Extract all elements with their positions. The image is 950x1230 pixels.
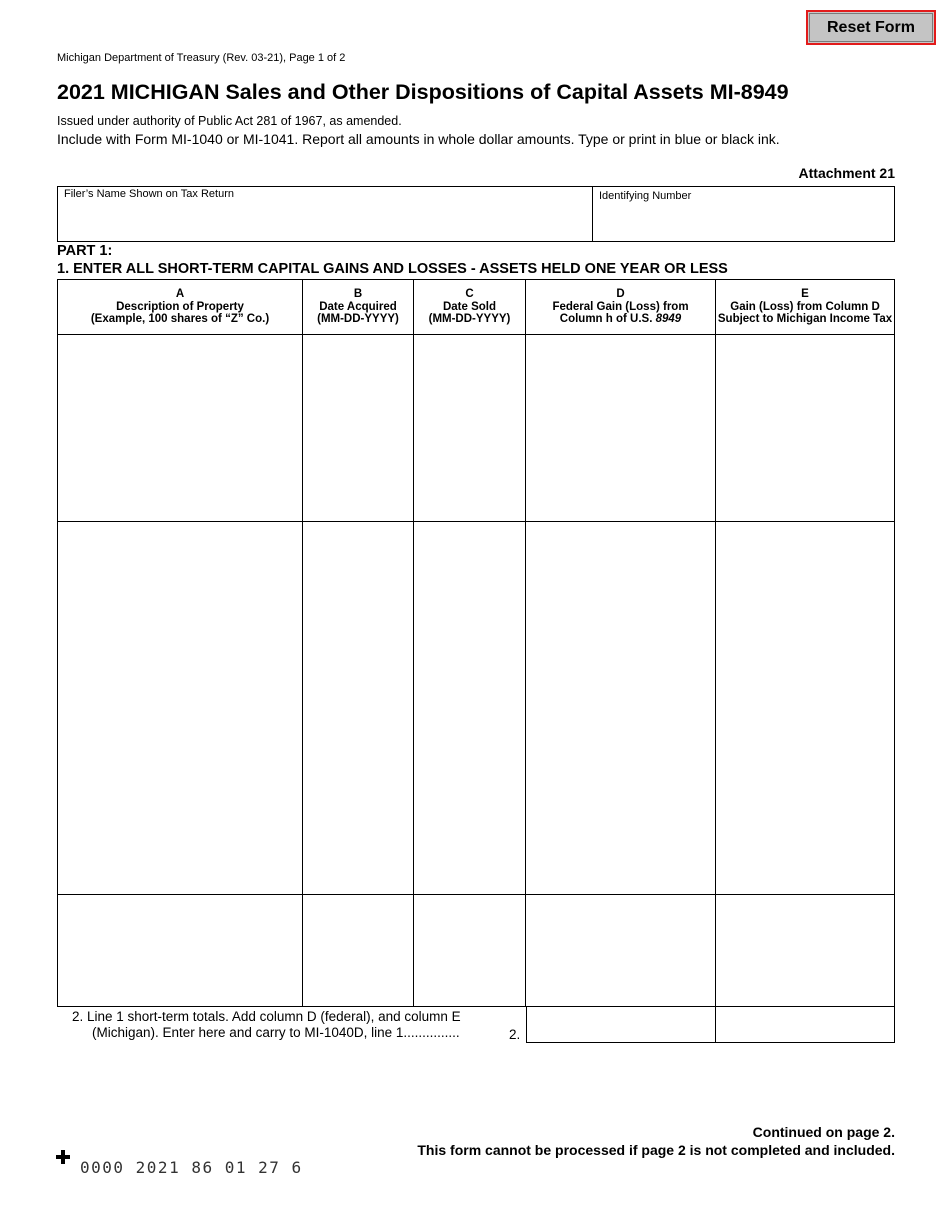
column-subtitle: (MM-DD-YYYY) — [317, 313, 399, 325]
column-subtitle-form-number: 8949 — [655, 313, 682, 325]
federal-gain-loss-field[interactable] — [526, 633, 716, 671]
column-subtitle: (MM-DD-YYYY) — [428, 313, 511, 325]
column-letter: A — [175, 288, 185, 300]
date-sold-field[interactable] — [414, 783, 526, 821]
column-letter: D — [616, 288, 625, 300]
column-header-a — [57, 279, 303, 335]
michigan-gain-loss-field[interactable] — [716, 522, 895, 560]
line-2-text: 2. Line 1 short-term totals. Add column D (federal), and column E — [72, 1009, 461, 1024]
michigan-gain-loss-field[interactable] — [716, 671, 895, 709]
date-sold-field[interactable] — [414, 633, 526, 671]
description-field[interactable] — [57, 783, 303, 821]
description-field[interactable] — [57, 820, 303, 858]
identifying-number-label: Identifying Number — [599, 190, 692, 202]
part-1-heading: PART 1: — [57, 243, 113, 259]
date-sold-field[interactable] — [414, 559, 526, 597]
federal-gain-loss-field[interactable] — [526, 857, 716, 895]
description-field[interactable] — [57, 335, 303, 373]
date-acquired-field[interactable] — [303, 745, 414, 783]
column-subtitle — [560, 313, 681, 326]
federal-gain-loss-field[interactable] — [526, 708, 716, 746]
column-subtitle: (Example, 100 shares of “Z” Co.) — [90, 313, 270, 325]
reset-form-label: Reset Form — [809, 13, 933, 42]
description-field[interactable] — [57, 671, 303, 709]
column-header-e — [716, 279, 895, 335]
description-field[interactable] — [57, 372, 303, 410]
form-code: 0000 2021 86 01 27 6 — [80, 1158, 303, 1177]
identifying-number-box — [593, 186, 895, 242]
michigan-gain-loss-field[interactable] — [716, 633, 895, 671]
description-field[interactable] — [57, 410, 303, 448]
date-acquired-field[interactable] — [303, 335, 414, 373]
column-title: Description of Property — [116, 300, 244, 313]
description-field[interactable] — [57, 708, 303, 746]
date-sold-field[interactable] — [414, 857, 526, 895]
federal-gain-loss-field[interactable] — [526, 932, 716, 970]
column-title: Date Sold — [442, 300, 497, 313]
federal-gain-loss-field[interactable] — [526, 484, 716, 522]
description-field[interactable] — [57, 969, 303, 1007]
date-acquired-field[interactable] — [303, 783, 414, 821]
date-sold-field[interactable] — [414, 820, 526, 858]
description-field[interactable] — [57, 633, 303, 671]
date-acquired-field[interactable] — [303, 857, 414, 895]
column-letter: E — [801, 288, 809, 300]
processing-warning: This form cannot be processed if page 2 is not completed and included. — [417, 1142, 895, 1158]
federal-gain-loss-field[interactable] — [526, 820, 716, 858]
date-sold-field[interactable] — [414, 335, 526, 373]
date-acquired-field[interactable] — [303, 372, 414, 410]
federal-gain-loss-field[interactable] — [526, 745, 716, 783]
michigan-gain-loss-field[interactable] — [716, 820, 895, 858]
column-title: Date Acquired — [319, 300, 397, 313]
description-field[interactable] — [57, 895, 303, 933]
department-revision-line: Michigan Department of Treasury (Rev. 03-21), Page 1 of 2 — [57, 52, 346, 64]
authority-statement: Issued under authority of Public Act 281 of 1967, as amended. — [57, 114, 402, 128]
date-acquired-field[interactable] — [303, 633, 414, 671]
michigan-gain-loss-field[interactable] — [716, 745, 895, 783]
filer-name-label: Filer’s Name Shown on Tax Return — [64, 188, 234, 200]
column-subtitle: Subject to Michigan Income Tax — [717, 313, 893, 325]
description-field[interactable] — [57, 932, 303, 970]
date-acquired-field[interactable] — [303, 484, 414, 522]
date-acquired-field[interactable] — [303, 895, 414, 933]
column-subtitle-text: Column h of U.S. — [559, 313, 656, 325]
description-field[interactable] — [57, 522, 303, 560]
federal-gain-loss-field[interactable] — [526, 559, 716, 597]
filer-name-box — [57, 186, 593, 242]
line-2-michigan-total-field[interactable] — [716, 1006, 895, 1043]
michigan-gain-loss-field[interactable] — [716, 559, 895, 597]
federal-gain-loss-field[interactable] — [526, 969, 716, 1007]
michigan-gain-loss-field[interactable] — [716, 596, 895, 634]
column-title: Gain (Loss) from Column D — [730, 300, 880, 313]
column-header-c — [414, 279, 526, 335]
description-field[interactable] — [57, 857, 303, 895]
date-sold-field[interactable] — [414, 447, 526, 485]
date-sold-field[interactable] — [414, 522, 526, 560]
federal-gain-loss-field[interactable] — [526, 372, 716, 410]
date-sold-field[interactable] — [414, 372, 526, 410]
michigan-gain-loss-field[interactable] — [716, 410, 895, 448]
federal-gain-loss-field[interactable] — [526, 447, 716, 485]
date-acquired-field[interactable] — [303, 708, 414, 746]
description-field[interactable] — [57, 559, 303, 597]
federal-gain-loss-field[interactable] — [526, 783, 716, 821]
line-2-federal-total-field[interactable] — [526, 1006, 716, 1043]
date-sold-field[interactable] — [414, 596, 526, 634]
column-letter: C — [465, 288, 474, 300]
line-2-number: 2. — [509, 1027, 521, 1042]
column-header-d — [526, 279, 716, 335]
reset-form-button[interactable] — [806, 10, 936, 45]
attachment-number: Attachment 21 — [798, 165, 895, 181]
date-sold-field[interactable] — [414, 671, 526, 709]
date-acquired-field[interactable] — [303, 820, 414, 858]
form-title: 2021 MICHIGAN Sales and Other Dispositions of Capital Assets MI-8949 — [57, 80, 789, 104]
michigan-gain-loss-field[interactable] — [716, 783, 895, 821]
date-sold-field[interactable] — [414, 969, 526, 1007]
date-sold-field[interactable] — [414, 932, 526, 970]
date-sold-field[interactable] — [414, 410, 526, 448]
column-header-b — [303, 279, 414, 335]
plus-icon — [56, 1150, 70, 1164]
federal-gain-loss-field[interactable] — [526, 596, 716, 634]
date-acquired-field[interactable] — [303, 559, 414, 597]
federal-gain-loss-field[interactable] — [526, 410, 716, 448]
date-acquired-field[interactable] — [303, 969, 414, 1007]
michigan-gain-loss-field[interactable] — [716, 447, 895, 485]
michigan-gain-loss-field[interactable] — [716, 335, 895, 373]
instructions-line: Include with Form MI-1040 or MI-1041. Report all amounts in whole dollar amounts. Type or print in blue or black ink. — [57, 131, 780, 147]
date-sold-field[interactable] — [414, 895, 526, 933]
column-title: Federal Gain (Loss) from — [552, 300, 689, 313]
michigan-gain-loss-field[interactable] — [716, 372, 895, 410]
date-sold-field[interactable] — [414, 484, 526, 522]
federal-gain-loss-field[interactable] — [526, 335, 716, 373]
federal-gain-loss-field[interactable] — [526, 671, 716, 709]
date-acquired-field[interactable] — [303, 447, 414, 485]
date-sold-field[interactable] — [414, 745, 526, 783]
line-1-heading: 1. ENTER ALL SHORT-TERM CAPITAL GAINS AND LOSSES - ASSETS HELD ONE YEAR OR LESS — [57, 261, 728, 277]
date-acquired-field[interactable] — [303, 410, 414, 448]
michigan-gain-loss-field[interactable] — [716, 969, 895, 1007]
continued-note: Continued on page 2. — [752, 1124, 895, 1140]
michigan-gain-loss-field[interactable] — [716, 708, 895, 746]
description-field[interactable] — [57, 745, 303, 783]
column-letter: B — [353, 288, 363, 300]
description-field[interactable] — [57, 484, 303, 522]
federal-gain-loss-field[interactable] — [526, 895, 716, 933]
identifying-number-field[interactable] — [597, 211, 890, 237]
description-field[interactable] — [57, 447, 303, 485]
michigan-gain-loss-field[interactable] — [716, 932, 895, 970]
line-2-text-continued: (Michigan). Enter here and carry to MI-1040D, line 1............... — [92, 1025, 460, 1040]
michigan-gain-loss-field[interactable] — [716, 895, 895, 933]
filer-name-field[interactable] — [62, 211, 588, 237]
date-acquired-field[interactable] — [303, 671, 414, 709]
michigan-gain-loss-field[interactable] — [716, 857, 895, 895]
description-field[interactable] — [57, 596, 303, 634]
michigan-gain-loss-field[interactable] — [716, 484, 895, 522]
federal-gain-loss-field[interactable] — [526, 522, 716, 560]
date-acquired-field[interactable] — [303, 522, 414, 560]
date-acquired-field[interactable] — [303, 596, 414, 634]
date-sold-field[interactable] — [414, 708, 526, 746]
date-acquired-field[interactable] — [303, 932, 414, 970]
